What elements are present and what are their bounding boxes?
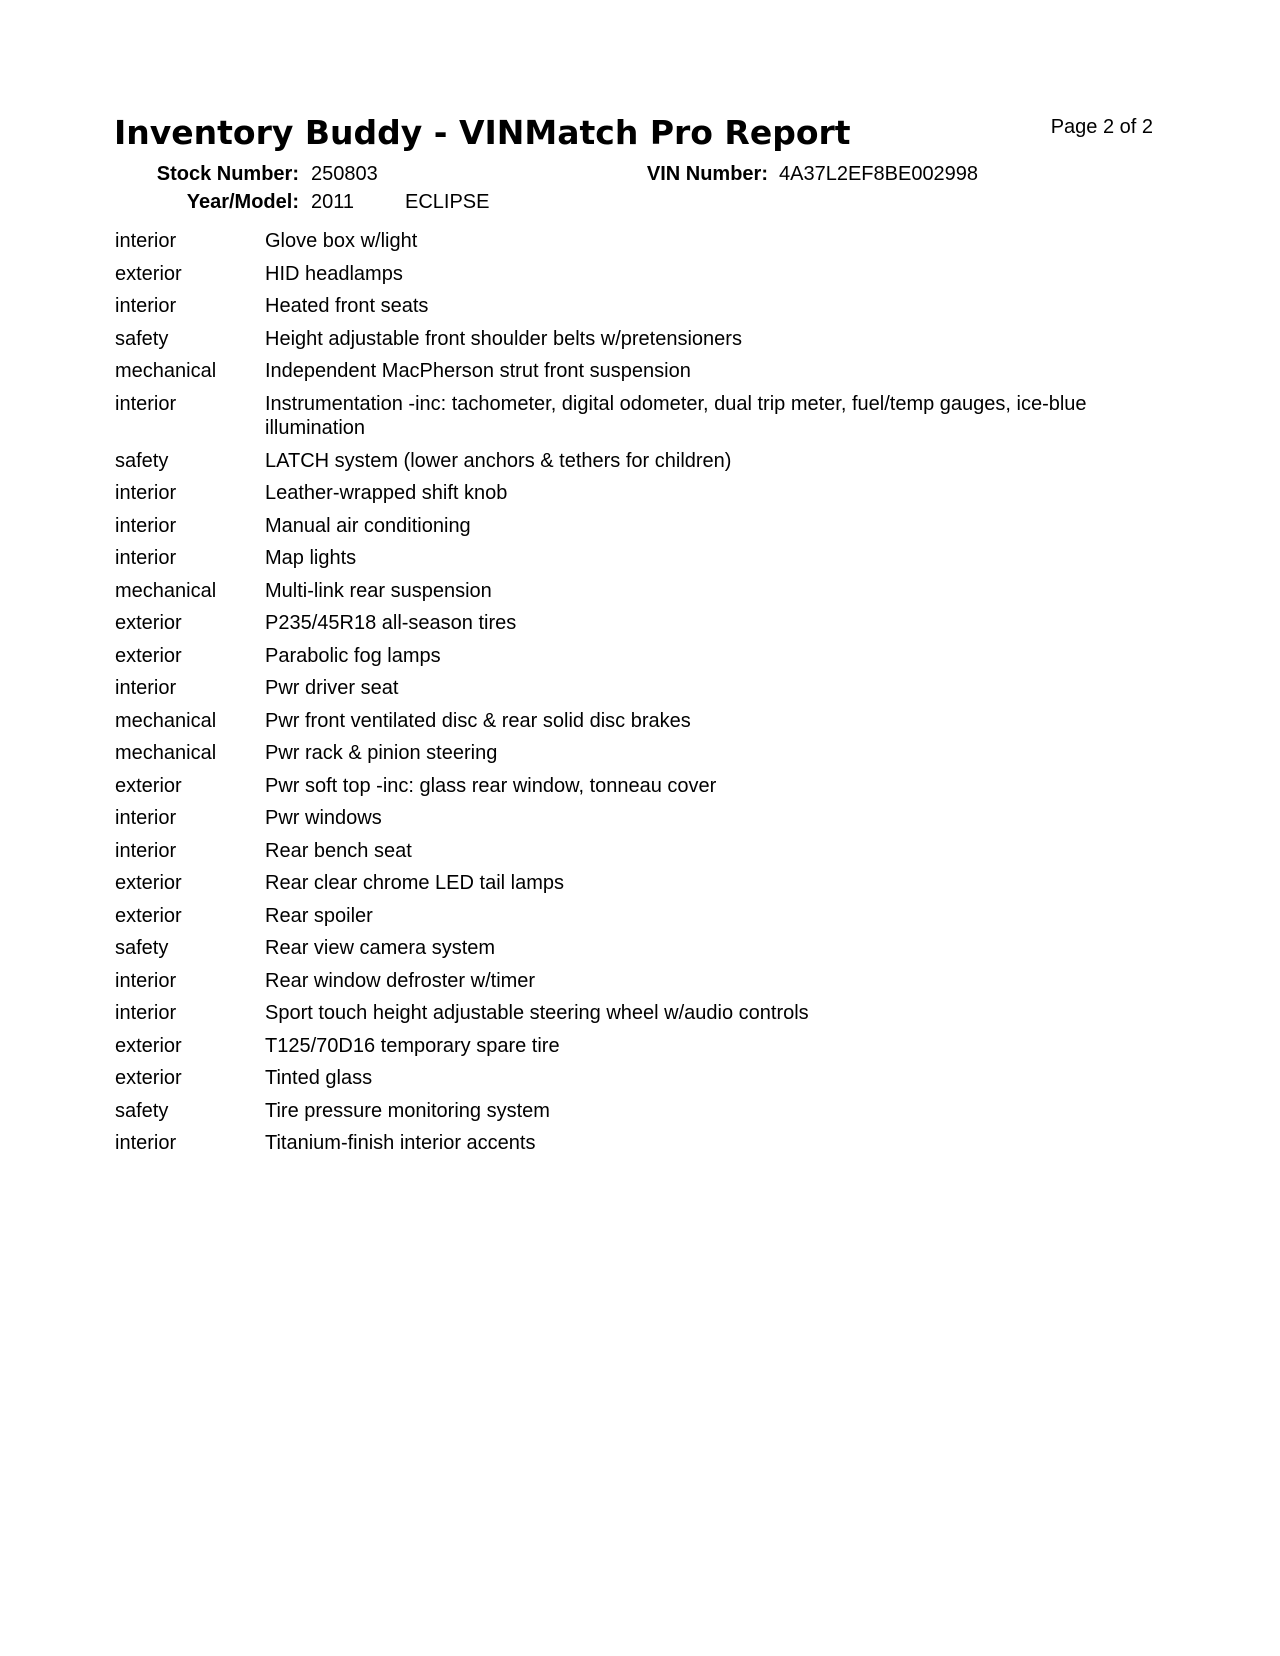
year-value: 2011	[311, 191, 355, 213]
feature-row	[115, 709, 1150, 742]
feature-category: exterior	[115, 774, 182, 797]
feature-category: exterior	[115, 872, 182, 894]
feature-list	[115, 229, 1150, 1164]
feature-row	[115, 481, 1150, 514]
feature-description: Tire pressure monitoring system	[265, 1099, 550, 1122]
vin-number-value: 4A37L2EF8BE002998	[779, 163, 979, 185]
feature-row	[115, 449, 1150, 482]
feature-category: interior	[115, 547, 177, 569]
feature-description: Rear window defroster w/timer	[265, 969, 536, 992]
feature-category: safety	[115, 937, 169, 959]
feature-row	[115, 741, 1150, 774]
feature-description: Rear view camera system	[265, 937, 496, 959]
feature-category: interior	[115, 839, 177, 862]
feature-row	[115, 774, 1150, 807]
feature-row	[115, 1099, 1150, 1132]
feature-category: mechanical	[115, 360, 217, 382]
feature-category: mechanical	[115, 742, 217, 764]
feature-description: Leather-wrapped shift knob	[265, 482, 508, 504]
feature-description: Parabolic fog lamps	[265, 644, 441, 667]
feature-description: Height adjustable front shoulder belts w/pretensioners	[265, 327, 742, 350]
feature-category: interior	[115, 482, 177, 504]
feature-row	[115, 644, 1150, 677]
feature-description: Rear bench seat	[265, 839, 412, 862]
feature-row	[115, 839, 1150, 872]
feature-category: interior	[115, 1002, 177, 1024]
feature-description: Independent MacPherson strut front suspension	[265, 360, 691, 382]
feature-description: Tinted glass	[265, 1067, 373, 1089]
feature-category: interior	[115, 514, 177, 537]
feature-category: exterior	[115, 262, 182, 285]
feature-category: exterior	[115, 904, 182, 927]
feature-row	[115, 969, 1150, 1002]
feature-category: interior	[115, 230, 177, 252]
model-value: ECLIPSE	[405, 191, 490, 213]
feature-description: Sport touch height adjustable steering wheel w/audio controls	[265, 1002, 809, 1024]
feature-category: mechanical	[115, 709, 217, 732]
feature-category: safety	[115, 1099, 169, 1122]
feature-description: LATCH system (lower anchors & tethers for children)	[265, 449, 732, 472]
feature-category: safety	[115, 327, 169, 350]
feature-row	[115, 262, 1150, 295]
feature-description: Manual air conditioning	[265, 514, 471, 537]
feature-category: interior	[115, 677, 177, 699]
feature-category: safety	[115, 449, 169, 472]
feature-row	[115, 904, 1150, 937]
feature-row	[115, 1131, 1150, 1164]
feature-description: Pwr driver seat	[265, 677, 399, 699]
feature-row	[115, 392, 1150, 449]
feature-row	[115, 676, 1150, 709]
feature-description: Multi-link rear suspension	[265, 579, 492, 602]
feature-category: mechanical	[115, 579, 217, 602]
feature-description: Rear clear chrome LED tail lamps	[265, 872, 564, 894]
feature-description: Glove box w/light	[265, 230, 418, 252]
feature-description: Pwr soft top -inc: glass rear window, tonneau cover	[265, 774, 717, 797]
feature-row	[115, 579, 1150, 612]
stock-number-value: 250803	[311, 163, 378, 185]
feature-row	[115, 1066, 1150, 1099]
feature-description: Instrumentation -inc: tachometer, digital odometer, dual trip meter, fuel/temp gauges, ice-blue illumination	[265, 392, 1087, 439]
feature-category: exterior	[115, 644, 182, 667]
feature-category: exterior	[115, 1034, 182, 1057]
feature-description: Pwr windows	[265, 807, 382, 829]
feature-category: exterior	[115, 1067, 182, 1089]
feature-description: T125/70D16 temporary spare tire	[265, 1034, 560, 1057]
feature-category: interior	[115, 295, 177, 317]
feature-description: Pwr rack & pinion steering	[265, 742, 498, 764]
feature-row	[115, 294, 1150, 327]
feature-row	[115, 546, 1150, 579]
feature-description: HID headlamps	[265, 262, 403, 285]
feature-description: Map lights	[265, 547, 357, 569]
feature-row	[115, 359, 1150, 392]
feature-description: Rear spoiler	[265, 904, 373, 927]
feature-row	[115, 936, 1150, 969]
feature-row	[115, 611, 1150, 644]
feature-description: Pwr front ventilated disc & rear solid disc brakes	[265, 709, 691, 732]
feature-row	[115, 1034, 1150, 1067]
feature-category: exterior	[115, 612, 182, 634]
report-title: Inventory Buddy - VINMatch Pro Report	[114, 113, 851, 152]
year-model-label: Year/Model:	[186, 191, 299, 213]
feature-category: interior	[115, 392, 177, 415]
stock-number-label: Stock Number:	[156, 163, 299, 185]
feature-description: Titanium-finish interior accents	[265, 1132, 536, 1154]
feature-row	[115, 514, 1150, 547]
page-indicator: Page 2 of 2	[1050, 116, 1153, 138]
feature-category: interior	[115, 807, 177, 829]
feature-category: interior	[115, 969, 177, 992]
feature-category: interior	[115, 1132, 177, 1154]
feature-row	[115, 229, 1150, 262]
feature-description: P235/45R18 all-season tires	[265, 612, 517, 634]
vin-number-label: VIN Number:	[646, 163, 768, 185]
feature-row	[115, 871, 1150, 904]
feature-description: Heated front seats	[265, 295, 429, 317]
feature-row	[115, 806, 1150, 839]
feature-row	[115, 1001, 1150, 1034]
feature-row	[115, 327, 1150, 360]
